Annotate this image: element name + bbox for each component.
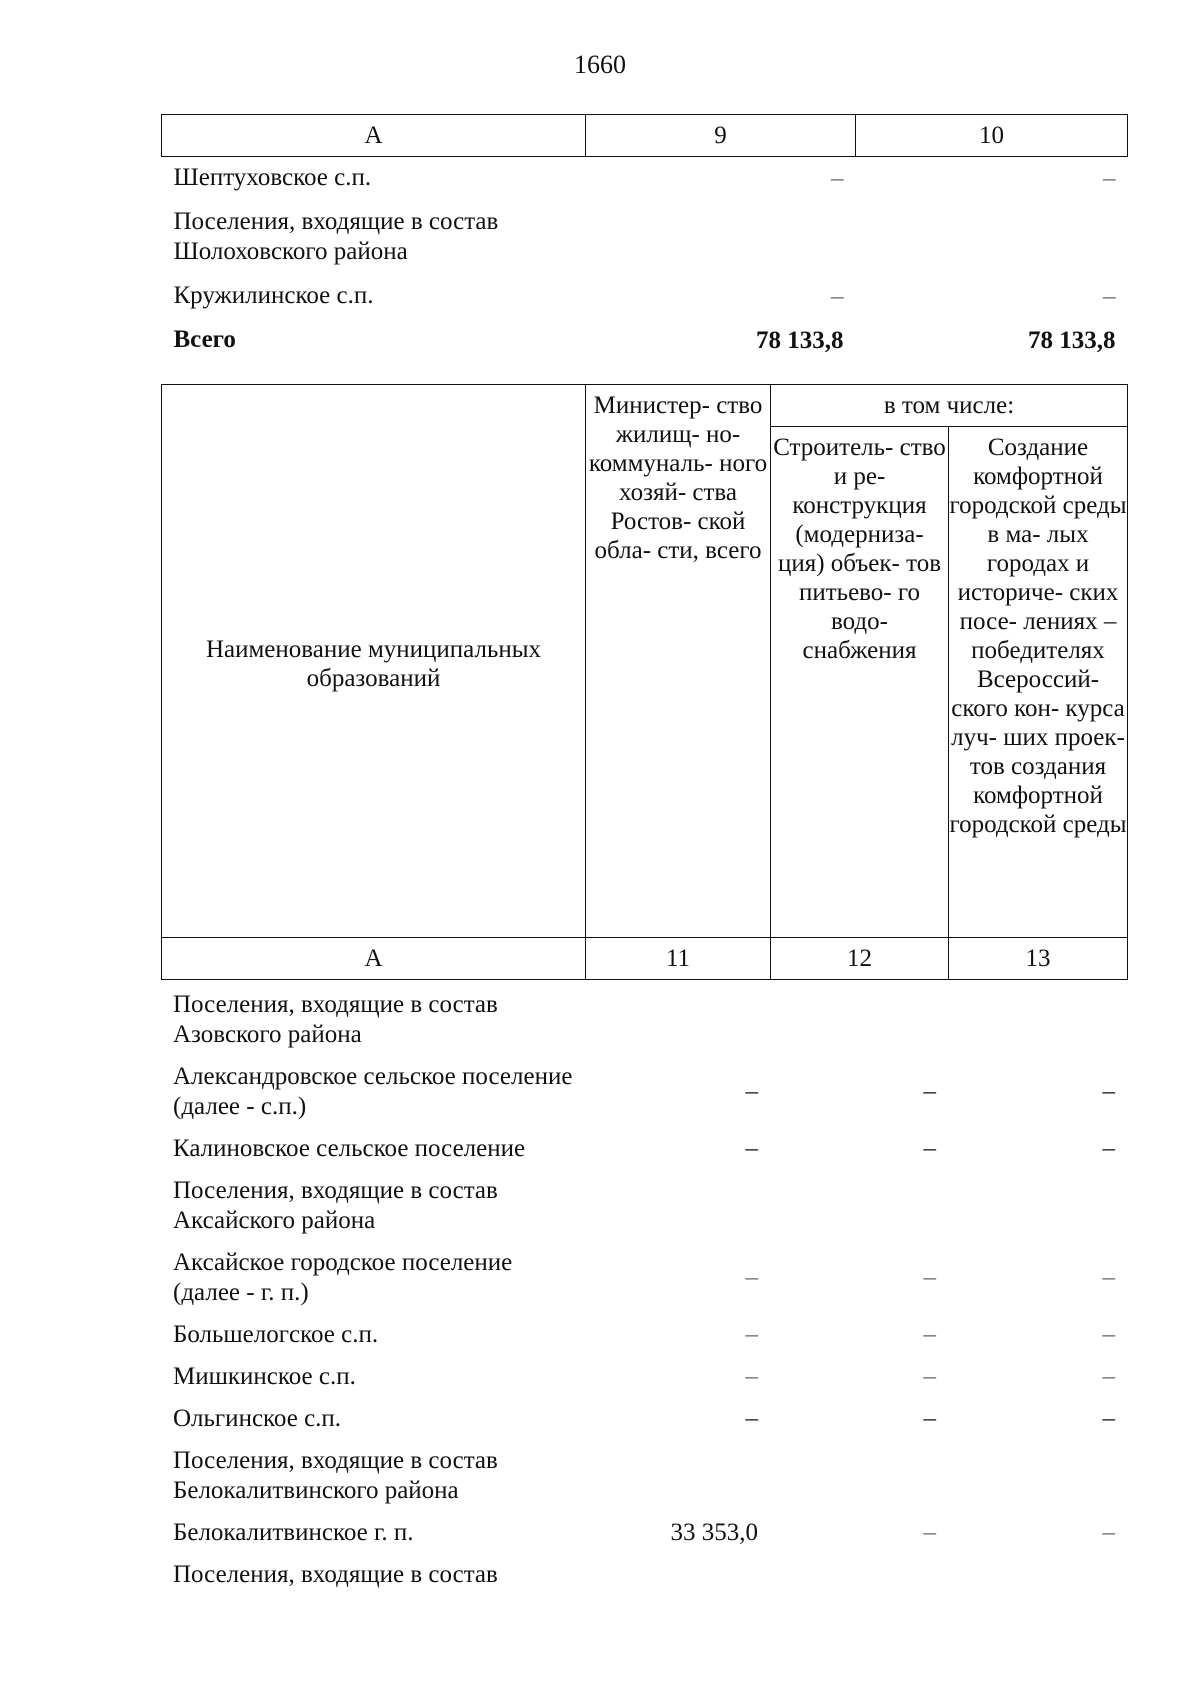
row-value-13: – (1102, 1405, 1115, 1432)
row-value-11: – (745, 1321, 758, 1348)
row-value-13: – (1102, 1078, 1115, 1105)
table-row (162, 207, 1128, 281)
row-name: Поселения, входящие в состав Аксайского района (173, 1177, 498, 1234)
row-value-12 (770, 1560, 948, 1602)
row-value-12: – (923, 1135, 936, 1162)
row-value-12: – (923, 1078, 936, 1105)
row-name: Калиновское сельское поселение (173, 1135, 526, 1162)
row-name: Поселения, входящие в состав (173, 1561, 498, 1588)
row-value-12 (770, 1446, 948, 1518)
row-value-11 (585, 1560, 770, 1602)
row-value-12: – (923, 1519, 936, 1546)
row-value-11: – (745, 1135, 758, 1162)
row-value-11 (585, 1176, 770, 1248)
header-ministry-total: Министер- ство жилищ- но- коммуналь- ного хозяй- ства Ростов- ской обла- сти, всего (586, 385, 771, 938)
header-comfort-environment: Создание комфортной городской среды в ма- лых городах и историче- ских посе- лениях – победителях Всероссий- ского кон- курса луч- ших проек- тов создания комфортной городской среды (949, 427, 1128, 938)
row-value-12: – (923, 1405, 936, 1432)
column-number-row (162, 938, 1128, 980)
row-value-10: – (1103, 165, 1116, 192)
row-value-13 (948, 1560, 1127, 1602)
table-row (161, 1446, 1127, 1518)
table-row (161, 1404, 1127, 1446)
row-name: Поселения, входящие в состав Азовского района (173, 991, 498, 1048)
row-name: Кружилинское с.п. (173, 282, 374, 309)
row-value-11: – (745, 1264, 758, 1291)
row-value-10 (856, 207, 1128, 281)
total-label: Всего (173, 326, 236, 353)
table-row (161, 1362, 1127, 1404)
table-header-row (162, 115, 1128, 157)
row-name: Ольгинское с.п. (173, 1405, 342, 1432)
row-value-11 (585, 1446, 770, 1518)
col-number-a: А (162, 938, 586, 980)
header-municipal-name: Наименование муниципальных образований (162, 385, 586, 938)
col-number-12: 12 (771, 938, 949, 980)
row-value-13: – (1102, 1363, 1115, 1390)
table-row (161, 1518, 1127, 1560)
row-value-11: – (745, 1363, 758, 1390)
col-header-10: 10 (856, 115, 1128, 157)
row-value-9 (586, 207, 856, 281)
row-value-13 (948, 1176, 1127, 1248)
table-continuation (161, 114, 1128, 369)
row-value-12: – (923, 1321, 936, 1348)
row-value-11: 33 353,0 (670, 1519, 758, 1546)
row-value-10: – (1103, 283, 1116, 310)
table-row (161, 1320, 1127, 1362)
row-value-12: – (923, 1363, 936, 1390)
row-value-13: – (1102, 1135, 1115, 1162)
row-name: Шептуховское с.п. (173, 164, 372, 191)
table-row (161, 1062, 1127, 1134)
table-row (162, 281, 1128, 325)
row-value-13 (948, 990, 1127, 1062)
row-name: Поселения, входящие в состав Шолоховского района (173, 208, 499, 265)
table-row (161, 1560, 1127, 1602)
row-value-9: – (831, 283, 844, 310)
row-value-12: – (923, 1264, 936, 1291)
row-value-13: – (1102, 1264, 1115, 1291)
row-value-12 (770, 1176, 948, 1248)
table-body (161, 990, 1127, 1602)
row-value-11: – (745, 1078, 758, 1105)
col-number-11: 11 (586, 938, 771, 980)
header-water-supply: Строитель- ство и ре- конструкция (модерниза- ция) объек- тов питьево- го водо- снабжения (771, 427, 949, 938)
row-name: Белокалитвинское г. п. (173, 1519, 414, 1546)
row-value-13: – (1102, 1321, 1115, 1348)
row-name: Мишкинское с.п. (173, 1363, 356, 1390)
table-header-block (161, 384, 1128, 980)
table-row (161, 1248, 1127, 1320)
table-row (161, 990, 1127, 1062)
table-total-row (162, 325, 1128, 369)
row-value-13 (948, 1446, 1127, 1518)
row-value-12 (770, 990, 948, 1062)
row-name: Аксайское городское поселение (далее - г. п.) (173, 1249, 513, 1306)
row-name: Александровское сельское поселение (далее - с.п.) (173, 1063, 573, 1120)
total-value-9: 78 133,8 (756, 327, 844, 354)
header-including: в том числе: (771, 385, 1128, 427)
page-number: 1660 (574, 50, 626, 79)
row-name: Поселения, входящие в состав Белокалитвинского района (173, 1447, 498, 1504)
table-row (161, 1176, 1127, 1248)
table-row (162, 157, 1128, 208)
row-value-11: – (745, 1405, 758, 1432)
table-row (161, 1134, 1127, 1176)
row-value-9: – (831, 165, 844, 192)
total-value-10: 78 133,8 (1028, 327, 1116, 354)
row-value-13: – (1102, 1519, 1115, 1546)
col-header-a: А (162, 115, 586, 157)
col-header-9: 9 (586, 115, 856, 157)
row-value-11 (585, 990, 770, 1062)
col-number-13: 13 (949, 938, 1128, 980)
row-name: Большелогское с.п. (173, 1321, 379, 1348)
